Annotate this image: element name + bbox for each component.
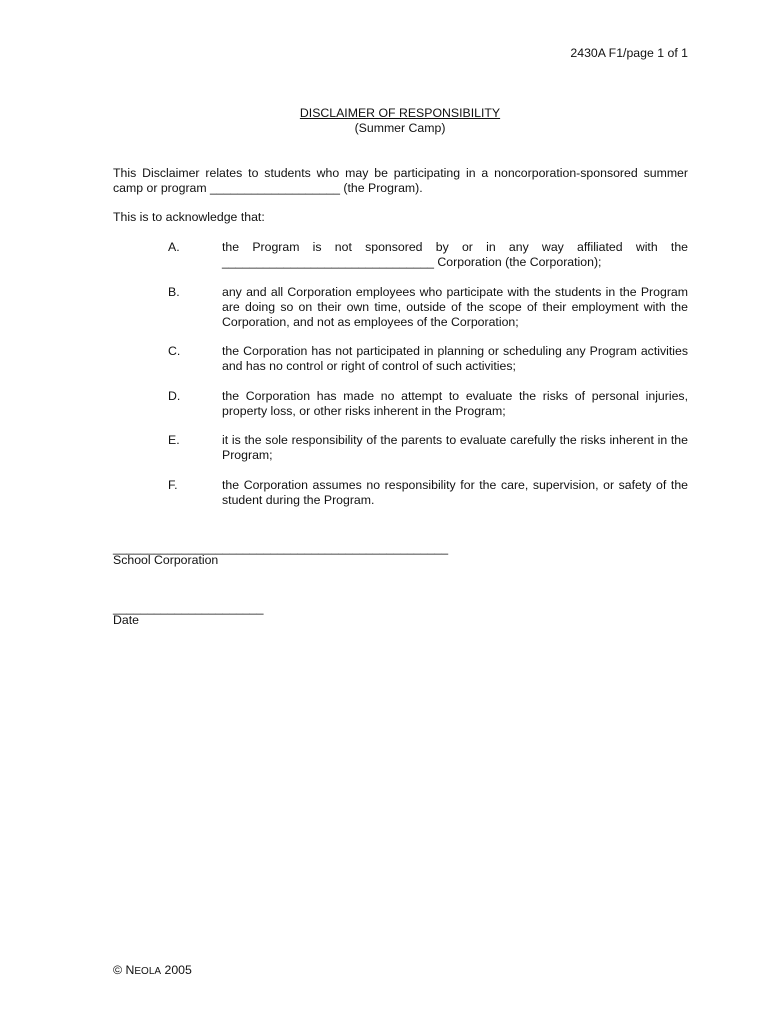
list-item-letter: F. [168,478,178,492]
list-item-text: the Program is not sponsored by or in any way affiliated with the _______________________________ Corporation (the Corporation); [222,240,688,269]
list-item-text: the Corporation has made no attempt to evaluate the risks of personal injuries, property loss, or other risks inherent in the Program; [222,389,688,418]
list-item-text: any and all Corporation employees who participate with the students in the Program are doing so on their own time, outside of the scope of their employment with the Corporation, and not as employees of the Corporation; [222,285,688,329]
list-item-letter: C. [168,344,181,358]
list-item-letter: A. [168,240,180,254]
list-item-letter: B. [168,285,180,299]
signature-label-date: Date [113,613,139,627]
acknowledge-heading: This is to acknowledge that: [113,210,265,224]
signature-label-corporation: School Corporation [113,553,219,567]
list-item-text: the Corporation assumes no responsibility for the care, supervision, or safety of the student during the Program. [222,478,688,507]
list-item-letter: E. [168,433,180,447]
form-reference: 2430A F1/page 1 of 1 [570,46,688,60]
copyright-year: 2005 [164,963,192,977]
list-item-text: it is the sole responsibility of the parents to evaluate carefully the risks inherent in the Program; [222,433,688,462]
copyright-footer [113,963,192,979]
intro-paragraph: This Disclaimer relates to students who may be participating in a noncorporation-sponsored summer camp or program ___________________ (the Program). [113,166,688,195]
signature-line-corporation[interactable]: _________________________________________________ [113,541,449,555]
signature-line-date[interactable]: ______________________ [113,601,264,615]
document-subtitle: (Summer Camp) [354,121,446,135]
copyright-symbol: © [113,963,123,977]
document-title: DISCLAIMER OF RESPONSIBILITY [299,106,501,120]
brand-initial: N [125,963,135,977]
brand-rest: EOLA [134,966,162,977]
list-item-letter: D. [168,389,181,403]
list-item-text: the Corporation has not participated in planning or scheduling any Program activities and has no control or right of control of such activities; [222,344,688,373]
